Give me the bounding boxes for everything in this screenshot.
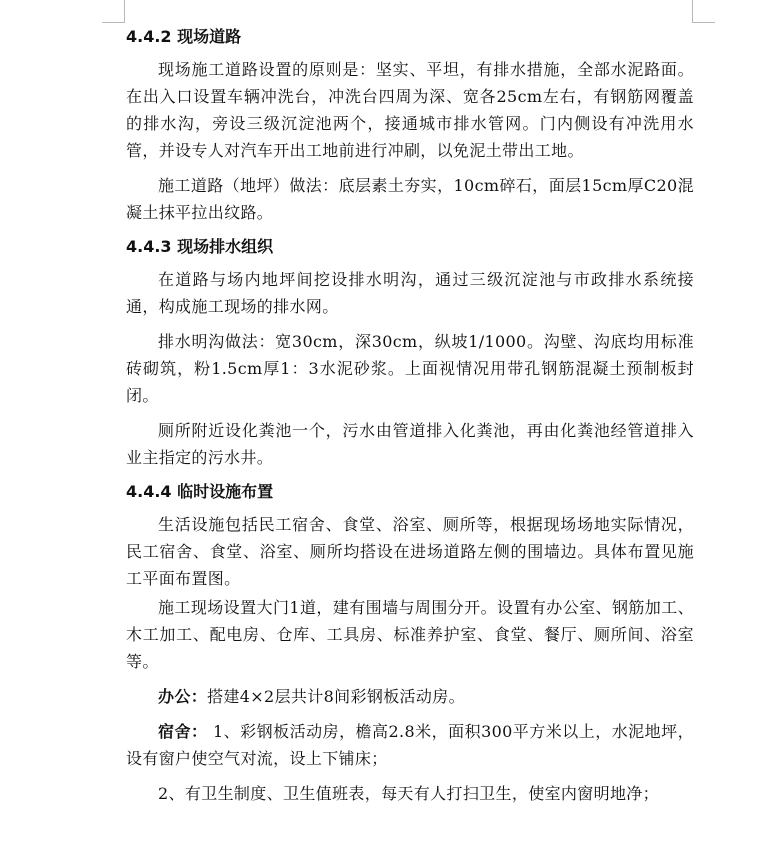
dormitory-label: 宿舍： — [158, 722, 208, 741]
paragraph-hygiene: 2、有卫生制度、卫生值班表，每天有人打扫卫生，使室内窗明地净； — [158, 784, 660, 803]
office-text: 搭建4×2层共计8间彩钢板活动房。 — [207, 687, 465, 706]
paragraph-drainage-ditch: 在道路与场内地坪间挖设排水明沟，通过三级沉淀池与市政排水系统接通，构成施工现场的排水网。 — [126, 270, 694, 316]
paragraph-site-gate: 施工现场设置大门1道，建有围墙与周围分开。设置有办公室、钢筋加工、木工加工、配电房、仓库、工具房、标准养护室、食堂、餐厅、厕所间、浴室等。 — [126, 598, 694, 671]
crop-mark-top-right — [692, 0, 715, 23]
paragraph-office — [126, 683, 694, 710]
document-body[interactable] — [126, 24, 694, 815]
section-heading-temporary-facilities: 4.4.4 临时设施布置 — [126, 482, 274, 501]
section-heading-drainage: 4.4.3 现场排水组织 — [126, 237, 274, 256]
crop-mark-top-left — [102, 0, 125, 23]
paragraph-road-principle: 现场施工道路设置的原则是：坚实、平坦，有排水措施，全部水泥路面。在出入口设置车辆冲洗台，冲洗台四周为深、宽各25cm左右，有钢筋网覆盖的排水沟，旁设三级沉淀池两个，接通城市排水管网。门内侧设有冲洗用水管，并设专人对汽车开出工地前进行冲刷，以免泥土带出工地。 — [126, 60, 694, 160]
dormitory-text: 1、彩钢板活动房，檐高2.8米，面积300平方米以上，水泥地坪，设有窗户使空气对流，设上下铺床； — [126, 722, 694, 768]
paragraph-living-facilities: 生活设施包括民工宿舍、食堂、浴室、厕所等，根据现场场地实际情况，民工宿舍、食堂、浴室、厕所均搭设在进场道路左侧的围墙边。具体布置见施工平面布置图。 — [126, 515, 694, 588]
paragraph-road-method: 施工道路（地坪）做法：底层素土夯实，10cm碎石，面层15cm厚C20混凝土抹平拉出纹路。 — [126, 176, 694, 222]
paragraph-dormitory — [126, 718, 694, 772]
section-heading-road: 4.4.2 现场道路 — [126, 27, 242, 46]
office-label: 办公： — [158, 687, 208, 706]
paragraph-septic-tank: 厕所附近设化粪池一个，污水由管道排入化粪池，再由化粪池经管道排入业主指定的污水井。 — [126, 421, 694, 467]
paragraph-drainage-method: 排水明沟做法：宽30cm，深30cm，纵坡1/1000。沟壁、沟底均用标准砖砌筑，粉1.5cm厚1：3水泥砂浆。上面视情况用带孔钢筋混凝土预制板封闭。 — [126, 332, 694, 405]
